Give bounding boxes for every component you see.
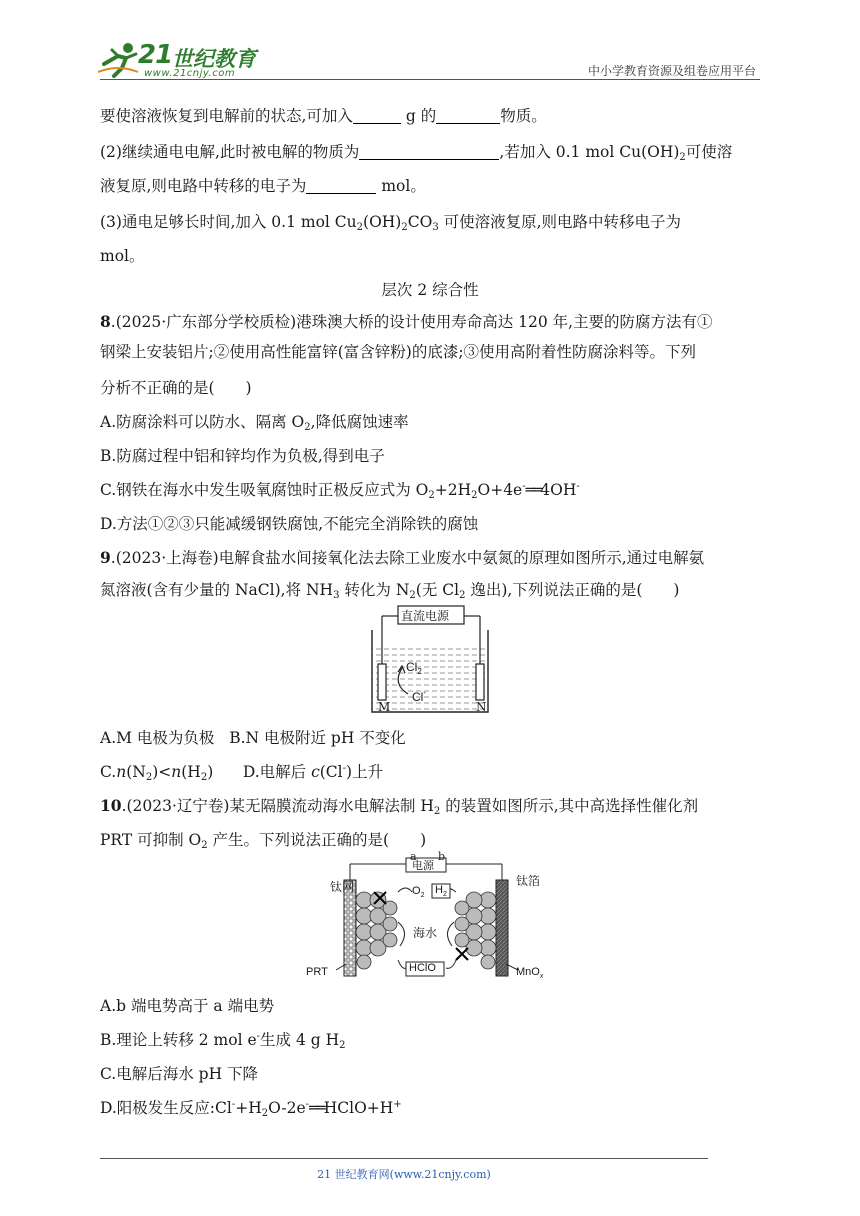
q8-line2: 钢梁上安装铝片;②使用高性能富锌(富含锌粉)的底漆;③使用高附着性防腐涂料等。下列 — [100, 343, 697, 361]
text: (2)继续通电电解,此时被电解的物质为 — [100, 143, 360, 161]
text: (N — [126, 763, 146, 781]
text: 液复原,则电路中转移的电子为 — [100, 177, 307, 195]
q8-line3: 分析不正确的是( ) — [100, 379, 252, 397]
q8-line1 — [100, 310, 713, 332]
hclo-label: HClO — [409, 962, 436, 974]
question-number: 8 — [100, 312, 111, 331]
q8-option-d: D.方法①②③只能减缓钢铁腐蚀,不能完全消除铁的腐蚀 — [100, 515, 479, 533]
logo-name: 世纪教育 — [172, 47, 256, 71]
ti-mesh-label: 钛网 — [330, 880, 355, 894]
blank — [359, 143, 499, 160]
text: (3)通电足够长时间,加入 0.1 mol Cu — [100, 213, 357, 231]
q10-line2: PRT 可抑制 $O_2$ 产生。下列说法正确的是( ) — [100, 831, 427, 851]
text: D.电解后 — [242, 763, 312, 781]
text: .(2023·上海卷)电解食盐水间接氧化法去除工业废水中氨氮的原理如图所示,通过电解氨 — [110, 549, 705, 567]
text: ,降低腐蚀速率 — [310, 413, 409, 431]
platform-name: 中小学教育资源及组卷应用平台 — [587, 64, 756, 78]
text: n — [171, 763, 182, 781]
text: mol。 — [376, 177, 426, 195]
text: HClO+H — [323, 1099, 394, 1117]
ti-foil-label: 钛箔 — [516, 874, 541, 888]
text: D.阳极发生反应:Cl — [100, 1099, 232, 1117]
text: +2H — [434, 481, 472, 499]
q9-options-ab — [100, 726, 406, 748]
q7-line5: mol。 — [100, 247, 145, 265]
text: )上升 — [346, 763, 384, 781]
electrode-m-label: M — [378, 700, 391, 714]
power-label: 电源 — [412, 859, 434, 872]
q9-electrolysis-figure — [368, 604, 492, 716]
q9-line1 — [100, 546, 704, 568]
footer-link[interactable]: 21 世纪教育网(www.21cnjy.com) — [317, 1168, 491, 1181]
q10-option-a: A.b 端电势高于 a 端电势 — [100, 997, 275, 1015]
q9-options-cd — [100, 760, 383, 783]
power-label: 直流电源 — [401, 609, 450, 623]
o2-label: $O_2$ — [412, 885, 425, 899]
logo-number: 21 — [138, 40, 173, 70]
q9-option-b: B.N 电极附近 pH 不变化 — [229, 729, 406, 747]
text: (H — [181, 763, 201, 781]
text: .(2025·广东部分学校质检)港珠澳大桥的设计使用寿命高达 120 年,主要的防腐方法有① — [110, 313, 713, 331]
text: )< — [152, 763, 172, 781]
mnox-label: MnO$_x$ — [516, 966, 544, 980]
q9-option-d: D.电解后 c(Cl-)上升 — [242, 763, 384, 781]
text: Cl — [412, 690, 424, 704]
blank — [306, 177, 376, 194]
text: 逸出),下列说法正确的是( ) — [470, 581, 680, 599]
text: O+4e — [477, 481, 523, 499]
q8-option-b: B.防腐过程中铝和锌均作为负极,得到电子 — [100, 447, 385, 465]
q9-option-c: $C.n(N_2)<n(H_2)$ — [100, 763, 214, 783]
text: A.防腐涂料可以防水、隔离 O — [100, 413, 305, 431]
site-logo — [98, 40, 268, 80]
cl2-label: $Cl_2$ — [406, 660, 422, 676]
text: 产生。下列说法正确的是( ) — [207, 831, 427, 849]
q10-option-b: B.理论上转移 2 mol e-生成 4 g $H_2$ — [100, 1031, 346, 1051]
q8-option-a: A.防腐涂料可以防水、隔离 $O_2$,降低腐蚀速率 — [100, 413, 409, 433]
blank — [436, 107, 500, 124]
text: MnO — [516, 966, 540, 978]
text: C. — [100, 763, 117, 781]
q7-line3 — [100, 174, 426, 196]
seawater-label: 海水 — [413, 926, 438, 940]
text: CO — [407, 213, 433, 231]
text: 4OH — [540, 481, 577, 499]
question-number: 9 — [100, 548, 111, 567]
question-number: 10 — [100, 796, 122, 815]
q8-option-c: C.钢铁在海水中发生吸氧腐蚀时正极反应式为 $O_2+2H_2O+4e^-══4OH^-$ — [100, 481, 580, 501]
text: c — [311, 763, 320, 781]
text: ) — [207, 763, 214, 781]
text: (Cl — [319, 763, 343, 781]
text: 要使溶液恢复到电解前的状态,可加入 — [100, 107, 353, 125]
text: 氮溶液(含有少量的 NaCl),将 NH — [100, 581, 334, 599]
h2-label: $H_2$ — [435, 884, 447, 898]
text: +H — [235, 1099, 262, 1117]
text: .(2023·辽宁卷)某无隔膜流动海水电解法制 H — [121, 797, 434, 815]
section-title: 层次 2 综合性 — [381, 281, 479, 299]
text: (无 Cl — [415, 581, 460, 599]
terminal-b-label: b — [438, 850, 446, 863]
text: C.钢铁在海水中发生吸氧腐蚀时正极反应式为 O — [100, 481, 429, 499]
text: ══ — [525, 481, 541, 499]
q9-line2: 氮溶液(含有少量的 NaCl),将 $NH_3$ 转化为 $N_2$(无 $Cl_2$ 逸出),下列说法正确的是( ) — [100, 581, 680, 601]
header-divider — [100, 79, 760, 80]
q7-line4: (3)通电足够长时间,加入 0.1 mol $Cu_2(OH)_2CO_3$ 可使溶液复原,则电路中转移电子为 — [100, 213, 682, 233]
text: g 的 — [400, 107, 437, 125]
q10-option-d: D.阳极发生反应$:Cl^-+H_2O-2e^-══HClO+H^+$ — [100, 1099, 402, 1119]
text: 可使溶液复原,则电路中转移电子为 — [443, 213, 682, 231]
text: H — [435, 884, 443, 896]
text: 转化为 N — [344, 581, 410, 599]
text: 生成 4 g H — [260, 1031, 340, 1049]
text: PRT 可抑制 O — [100, 831, 202, 849]
q7-line1 — [100, 104, 547, 126]
text: 的装置如图所示,其中高选择性催化剂 — [440, 797, 699, 815]
text: ,若加入 0.1 mol Cu(OH) — [499, 143, 680, 161]
q10-seawater-electrolysis-figure — [306, 852, 550, 984]
q9-option-a: A.M 电极为负极 — [100, 729, 215, 747]
q10-option-c: C.电解后海水 pH 下降 — [100, 1065, 259, 1083]
cl-label: Cl- — [412, 688, 427, 704]
blank — [353, 107, 401, 124]
logo-url: www.21cnjy.com — [144, 68, 236, 79]
text: (OH) — [363, 213, 402, 231]
text: Cl — [406, 660, 418, 674]
text: n — [116, 763, 127, 781]
q10-line1: 10.(2023·辽宁卷)某无隔膜流动海水电解法制 $H_2$ 的装置如图所示,其中高选择性催化剂 — [100, 796, 699, 817]
text: 可使溶 — [685, 143, 733, 161]
prt-label: PRT — [306, 966, 328, 978]
runner-icon — [98, 42, 140, 78]
text: O — [412, 885, 421, 897]
text: O-2e — [268, 1099, 306, 1117]
text: 物质。 — [500, 107, 547, 125]
text: ══ — [309, 1099, 324, 1117]
electrode-n-label: N — [476, 700, 487, 714]
q7-line2: (2)继续通电电解,此时被电解的物质为 ,若加入 0.1 mol $Cu(OH)_2$可使溶 — [100, 143, 733, 163]
text: B.理论上转移 2 mol e — [100, 1031, 257, 1049]
footer-divider — [100, 1158, 708, 1159]
terminal-a-label: a — [410, 850, 417, 863]
